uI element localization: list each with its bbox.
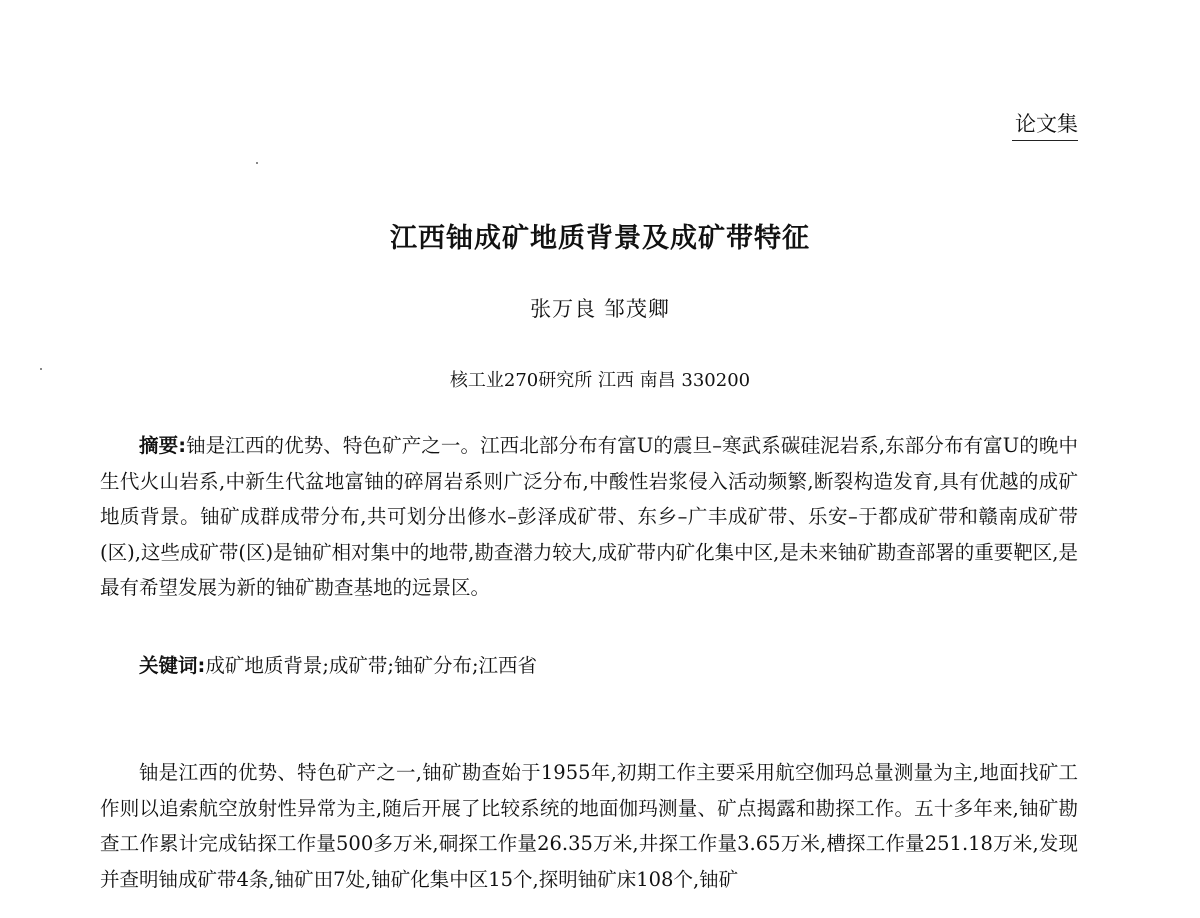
keywords-text: 成矿地质背景;成矿带;铀矿分布;江西省 [205,654,538,677]
keywords-paragraph [100,648,1078,684]
header-underline [1012,140,1078,141]
paper-title: 江西铀成矿地质背景及成矿带特征 [390,223,810,254]
running-header: 论文集 [1015,112,1078,136]
abstract-text: 铀是江西的优势、特色矿产之一。江西北部分布有富U的震旦–寒武系碳硅泥岩系,东部分布有富U的晚中生代火山岩系,中新生代盆地富铀的碎屑岩系则广泛分布,中酸性岩浆侵入活动频繁,断裂构造发育,具有优越的成矿地质背景。铀矿成群成带分布,共可划分出修水–彭泽成矿带、东乡–广丰成矿带、乐安–于都成矿带和赣南成矿带(区),这些成矿带(区)是铀矿相对集中的地带,勘查潜力较大,成矿带内矿化集中区,是未来铀矿勘查部署的重要靶区,是最有希望发展为新的铀矿勘查基地的远景区。 [100,434,1078,599]
abstract-paragraph [100,428,1078,606]
scan-speck [256,162,258,164]
abstract-label: 摘要: [139,434,186,457]
paper-authors: 张万良 邹茂卿 [530,297,670,321]
paper-affiliation: 核工业270研究所 江西 南昌 330200 [449,370,751,391]
body-paragraph: 铀是江西的优势、特色矿产之一,铀矿勘查始于1955年,初期工作主要采用航空伽玛总量测量为主,地面找矿工作则以追索航空放射性异常为主,随后开展了比较系统的地面伽玛测量、矿点揭露和勘探工作。五十多年来,铀矿勘查工作累计完成钻探工作量500多万米,硐探工作量26.35万米,井探工作量3.65万米,槽探工作量251.18万米,发现并查明铀成矿带4条,铀矿田7处,铀矿化集中区15个,探明铀矿床108个,铀矿 [100,761,1078,891]
keywords-label: 关键词: [139,654,206,677]
